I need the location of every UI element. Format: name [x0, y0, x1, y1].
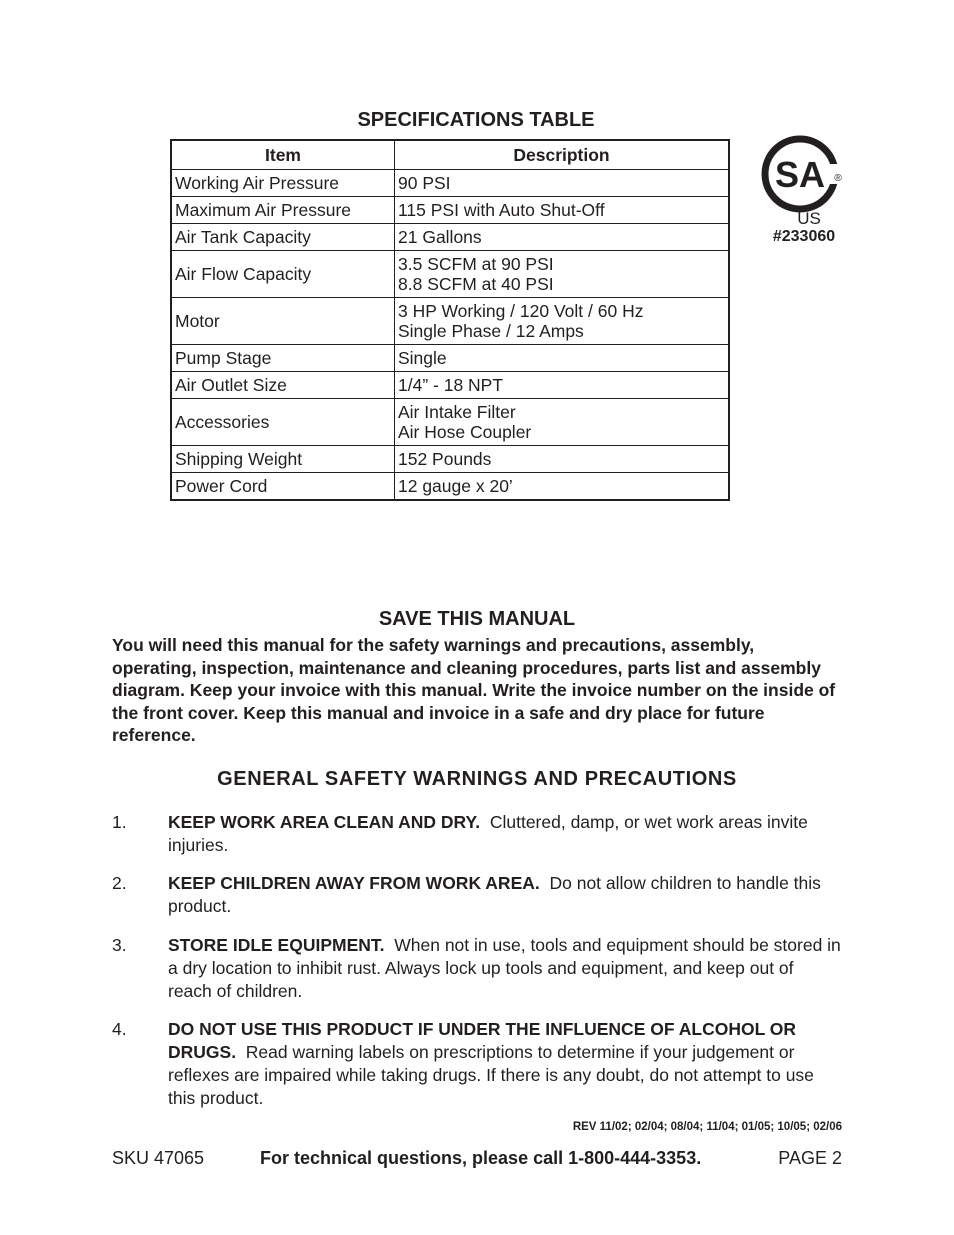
spec-row [171, 197, 729, 224]
spec-table-body [171, 170, 729, 501]
csa-certification [760, 134, 848, 246]
warning-heading: KEEP CHILDREN AWAY FROM WORK AREA. [168, 873, 540, 893]
footer-page-number: PAGE 2 [778, 1148, 842, 1168]
warning-number: 1. [112, 812, 127, 832]
spec-item: Air Tank Capacity [171, 224, 395, 251]
spec-item: Accessories [171, 399, 395, 446]
spec-description [395, 224, 730, 251]
warning-text: Read warning labels on prescriptions to determine if your judgement or reflexes are impaired while taking drugs. If there is any doubt, do not attempt to use this product. [168, 1042, 814, 1108]
spec-description-line: 21 Gallons [398, 227, 482, 247]
spec-description-line: 152 Pounds [398, 449, 492, 469]
registered-mark: ® [834, 173, 842, 184]
warning-item-4 [112, 1018, 842, 1110]
warning-number: 4. [112, 1019, 127, 1039]
warning-text: When not in use, tools and equipment should be stored in a dry location to inhibit rust. Always lock up tools and equipment, and keep out of reach of children. [168, 935, 841, 1001]
spec-description [395, 399, 730, 446]
warning-item-1 [112, 811, 842, 857]
spec-row [171, 345, 729, 372]
spec-row [171, 298, 729, 345]
save-manual-title: SAVE THIS MANUAL [378, 608, 576, 630]
spec-item: Air Outlet Size [171, 372, 395, 399]
spec-table [170, 139, 730, 501]
warning-item-2 [112, 872, 842, 918]
csa-number: #233060 [772, 228, 836, 245]
csa-region: US [797, 209, 821, 228]
spec-description-line: 3 HP Working / 120 Volt / 60 Hz [398, 301, 644, 321]
spec-description-line: 8.8 SCFM at 40 PSI [398, 274, 554, 294]
spec-item: Air Flow Capacity [171, 251, 395, 298]
spec-description [395, 446, 730, 473]
warning-item-3 [112, 934, 842, 1003]
spec-description [395, 372, 730, 399]
warning-heading: DO NOT USE THIS PRODUCT IF UNDER THE INFLUENCE OF ALCOHOL OR DRUGS. [168, 1019, 797, 1062]
spec-description-line: 90 PSI [398, 173, 451, 193]
warning-text: Cluttered, damp, or wet work areas invite injuries. [168, 812, 808, 855]
general-safety-title: GENERAL SAFETY WARNINGS AND PRECAUTIONS [217, 768, 737, 790]
spec-description [395, 473, 730, 501]
warning-text: Do not allow children to handle this product. [168, 873, 821, 916]
csa-logo-icon [760, 134, 844, 214]
spec-description [395, 251, 730, 298]
spec-row [171, 170, 729, 197]
spec-description [395, 298, 730, 345]
spec-row [171, 399, 729, 446]
spec-row [171, 372, 729, 399]
footer-sku: SKU 47065 [112, 1148, 205, 1168]
spec-description-line: 12 gauge x 20’ [398, 476, 513, 496]
spec-row [171, 446, 729, 473]
warning-heading: KEEP WORK AREA CLEAN AND DRY. [168, 812, 481, 832]
spec-item: Motor [171, 298, 395, 345]
spec-row [171, 251, 729, 298]
warning-number: 3. [112, 935, 127, 955]
footer-tech-support: For technical questions, please call 1-800-444-3353. [260, 1148, 702, 1168]
spec-description-line: Air Intake Filter [398, 402, 516, 422]
spec-description-line: 115 PSI with Auto Shut-Off [398, 200, 605, 220]
spec-description-line: Air Hose Coupler [398, 422, 532, 442]
spec-item: Power Cord [171, 473, 395, 501]
spec-item: Shipping Weight [171, 446, 395, 473]
save-manual-body: You will need this manual for the safety warnings and precautions, assembly, operating, inspection, maintenance and cleaning procedures, parts list and assembly diagram. Keep your invoice with this manual. Write the invoice number on the inside of the front cover. Keep this manual and invoice in a safe and dry place for future reference. [112, 635, 836, 745]
spec-description-line: Single [398, 348, 447, 368]
spec-row [171, 473, 729, 501]
spec-description [395, 170, 730, 197]
csa-logo-text: SA [774, 154, 826, 195]
warning-number: 2. [112, 873, 127, 893]
spec-item: Working Air Pressure [171, 170, 395, 197]
spec-row [171, 224, 729, 251]
spec-header-description: Description [395, 140, 730, 170]
revision-line: REV 11/02; 02/04; 08/04; 11/04; 01/05; 10/05; 02/06 [572, 1121, 842, 1133]
spec-description [395, 345, 730, 372]
spec-description-line: Single Phase / 12 Amps [398, 321, 584, 341]
spec-description-line: 3.5 SCFM at 90 PSI [398, 254, 554, 274]
warning-heading: STORE IDLE EQUIPMENT. [168, 935, 385, 955]
spec-table-title: SPECIFICATIONS TABLE [357, 109, 595, 131]
spec-description-line: 1/4” - 18 NPT [398, 375, 504, 395]
spec-item: Maximum Air Pressure [171, 197, 395, 224]
spec-header-item: Item [171, 140, 395, 170]
spec-description [395, 197, 730, 224]
spec-item: Pump Stage [171, 345, 395, 372]
